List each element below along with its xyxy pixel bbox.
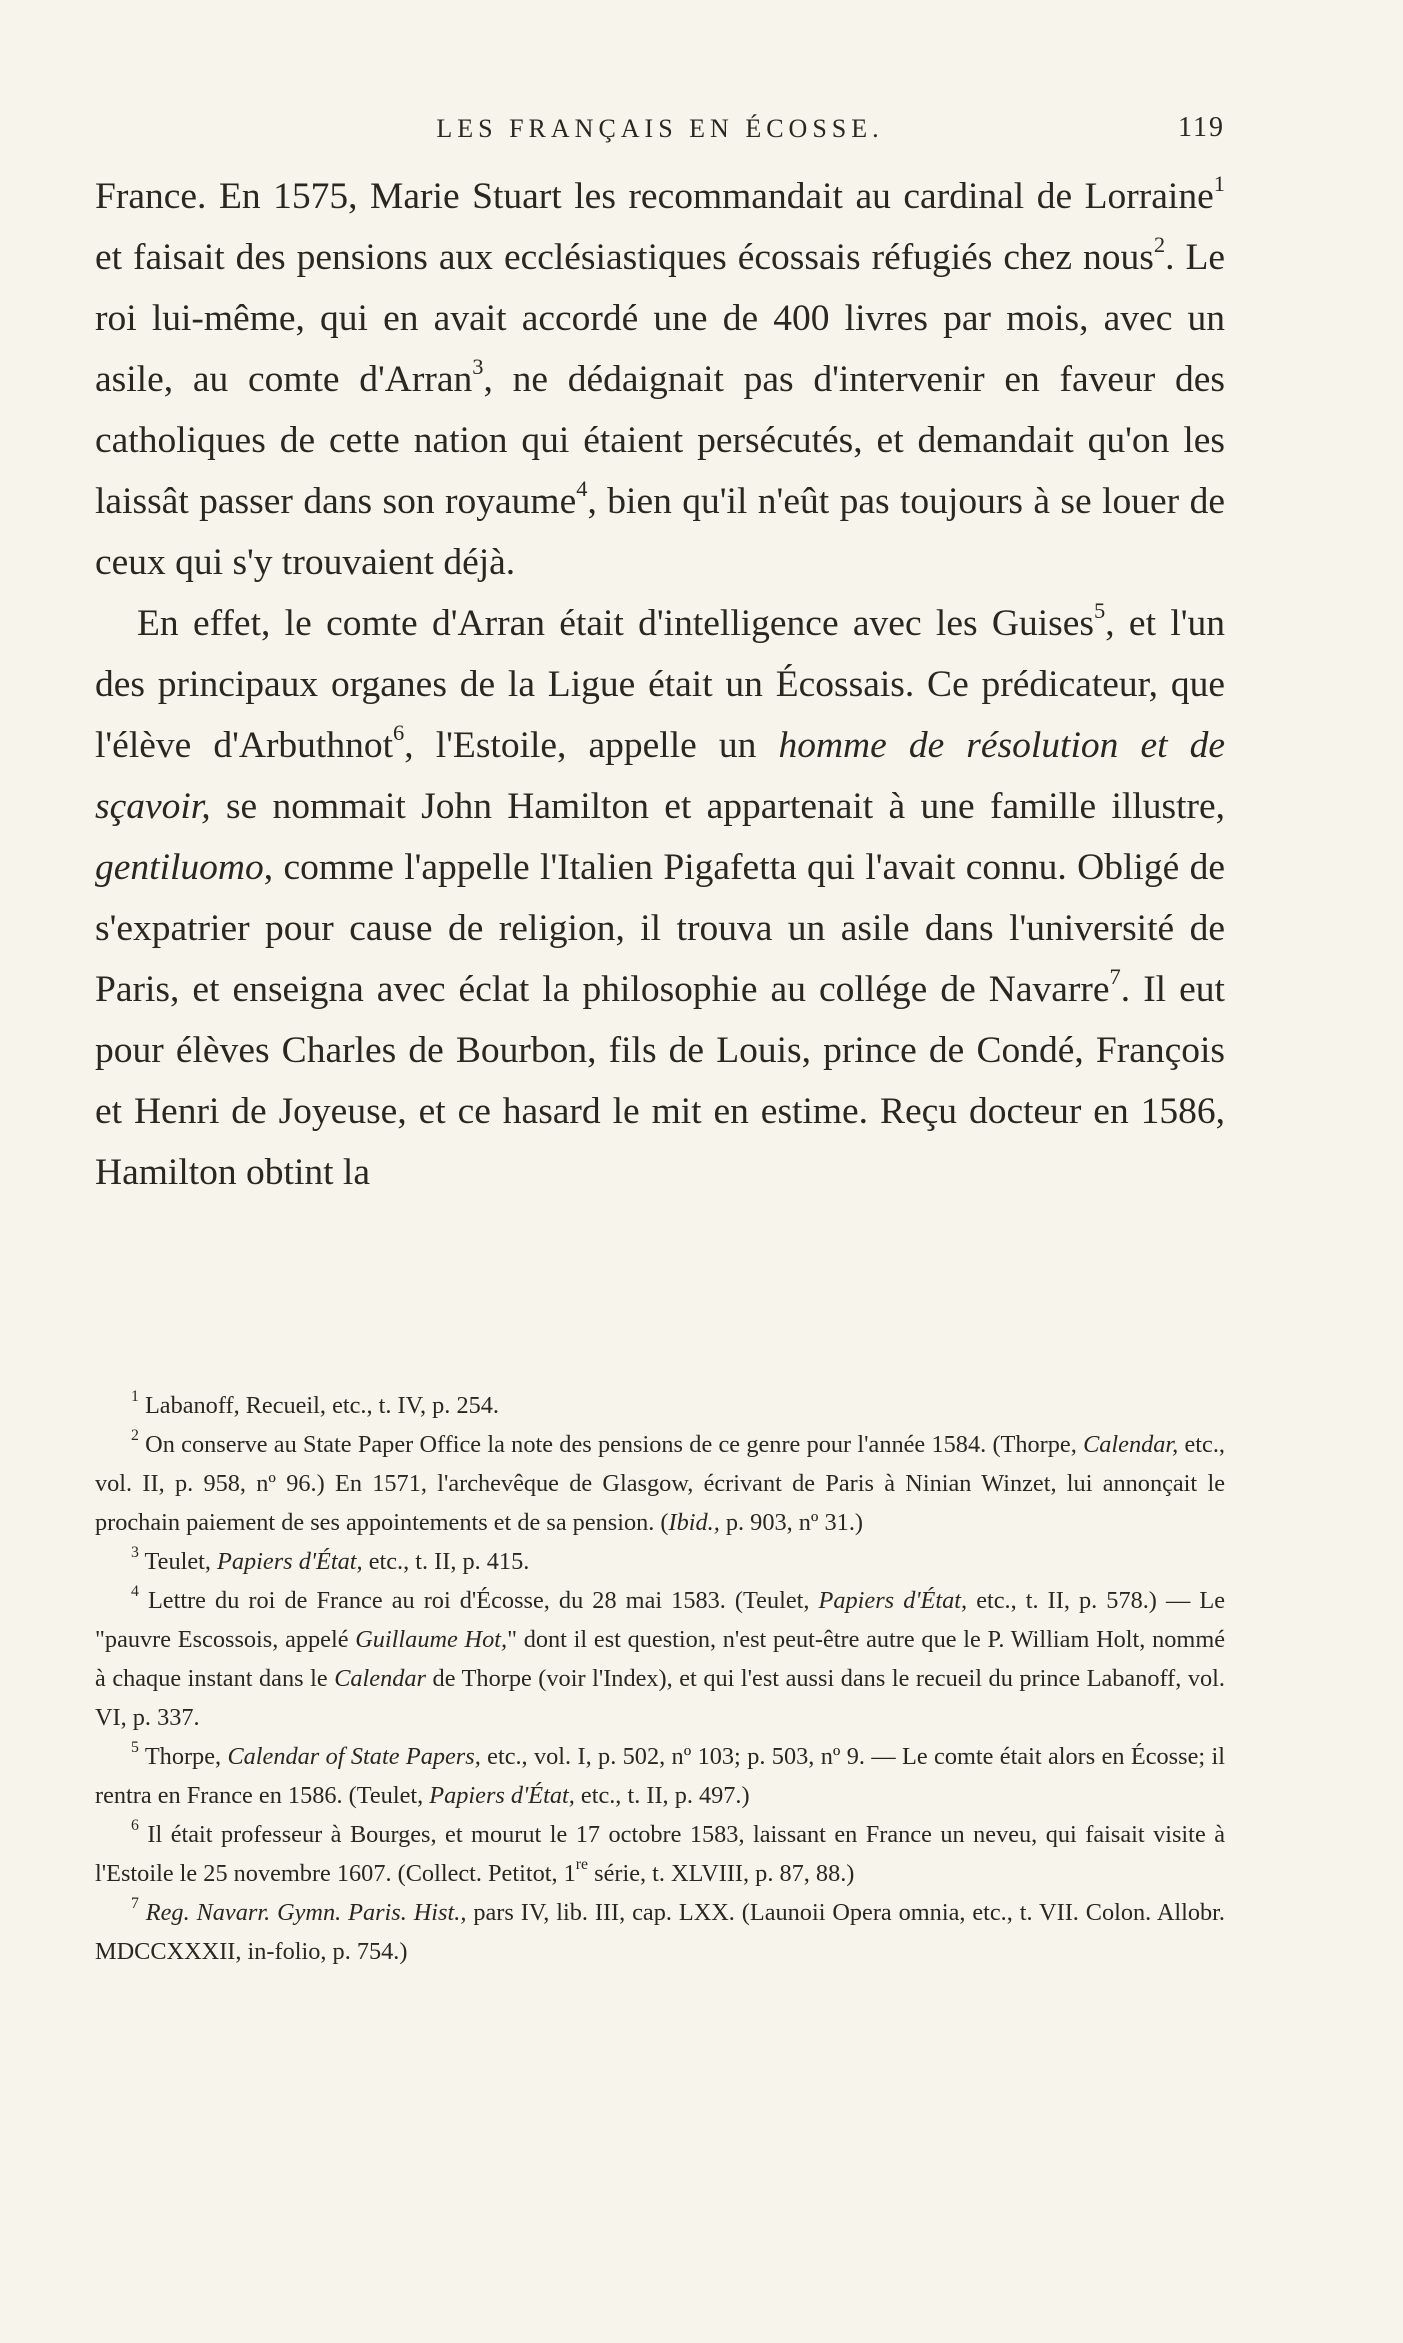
- footnote-5: [95, 1737, 1225, 1815]
- text-run: Il était professeur à Bourges, et mourut le 17 octobre 1583, laissant en France un neveu, qui faisait visite à l'Estoile le 25 novembre 1607. (Collect. Petitot, 1: [95, 1821, 1225, 1887]
- footnote-number: 5: [131, 1739, 139, 1757]
- text-run: Labanoff, Recueil, etc., t. IV, p. 254.: [138, 1392, 499, 1419]
- footnote-1: [95, 1386, 1225, 1425]
- footnotes: [95, 1386, 1225, 1971]
- paragraph-2: [95, 593, 1225, 1203]
- text-run: Teulet,: [138, 1548, 218, 1575]
- text-run: On conserve au State Paper Office la note des pensions de ce genre pour l'année 1584. (Thorpe,: [138, 1431, 1084, 1458]
- text-run: , comme l'appelle l'Italien Pigafetta qui l'avait connu. Obligé de s'expatrier pour cause de religion, il trouva un asile dans l'université de Paris, et enseigna avec éclat la philosophie au collége de Navarre: [95, 847, 1225, 1010]
- text-run: etc., t. II, p. 497.): [574, 1782, 750, 1809]
- text-run: Lettre du roi de France au roi d'Écosse, du 28 mai 1583. (Teulet,: [138, 1587, 819, 1614]
- italic-title: Papiers d'État,: [429, 1782, 575, 1809]
- italic-name: Guillaume Hot,: [355, 1626, 508, 1653]
- text-run: " dont il est question, n'est peut-être autre que le P. William Holt, nommé à chaque instant dans le: [95, 1626, 1225, 1692]
- main-text: [95, 166, 1225, 1203]
- footnote-number: 7: [131, 1895, 139, 1913]
- page-header: [95, 108, 1225, 148]
- italic-title: Papiers d'État,: [217, 1548, 363, 1575]
- page-number: 119: [1178, 112, 1225, 143]
- paragraph-1: [95, 166, 1225, 593]
- footnote-number: 6: [131, 1817, 139, 1835]
- italic-title: Calendar: [334, 1665, 426, 1692]
- footnote-ref: 7: [1109, 964, 1121, 990]
- text-run: En effet, le comte d'Arran était d'intelligence avec les Guises: [137, 603, 1094, 644]
- footnote-ref: 3: [472, 354, 484, 380]
- footnote-3: [95, 1542, 1225, 1581]
- footnote-4: [95, 1581, 1225, 1737]
- text-run: p. 903, nº 31.): [719, 1509, 863, 1536]
- text-run: etc., vol. I, p. 502, nº 103; p. 503, nº 9. — Le comte était alors en Écosse; il rentra en France en 1586. (Teulet,: [95, 1743, 1226, 1809]
- italic-title: Calendar of State Papers,: [227, 1743, 481, 1770]
- footnote-number: 2: [131, 1427, 139, 1445]
- footnote-number: 4: [131, 1583, 139, 1601]
- italic-title: Reg. Navarr. Gymn. Paris. Hist.,: [138, 1899, 467, 1926]
- italic-title: Calendar,: [1083, 1431, 1179, 1458]
- italic-title: Papiers d'État,: [818, 1587, 968, 1614]
- italic-quote: homme de résolution et de sçavoir,: [95, 725, 1225, 827]
- text-run: . Le roi lui-même, qui en avait accordé une de 400 livres par mois, avec un asile, au comte d'Arran: [95, 237, 1225, 400]
- text-run: de Thorpe (voir l'Index), et qui l'est aussi dans le recueil du prince Labanoff, vol. VI, p. 337.: [95, 1665, 1226, 1731]
- text-run: , bien qu'il n'eût pas toujours à se louer de ceux qui s'y trouvaient déjà.: [95, 481, 1225, 583]
- footnote-7: [95, 1893, 1225, 1971]
- text-run: . Il eut pour élèves Charles de Bourbon, fils de Louis, prince de Condé, François et Henri de Joyeuse, et ce hasard le mit en estime. Reçu docteur en 1586, Hamilton obtint la: [95, 969, 1225, 1193]
- italic-word: gentiluomo: [95, 847, 264, 888]
- italic-title: Ibid.,: [668, 1509, 720, 1536]
- text-run: , et l'un des principaux organes de la Ligue était un Écossais. Ce prédicateur, que l'élève d'Arbuthnot: [95, 603, 1225, 766]
- text-run: France. En 1575, Marie Stuart les recommandait au cardinal de Lorraine: [95, 176, 1214, 217]
- text-run: Thorpe,: [138, 1743, 228, 1770]
- text-run: etc., t. II, p. 578.) — Le "pauvre Escossois, appelé: [95, 1587, 1225, 1653]
- text-run: , ne dédaignait pas d'intervenir en faveur des catholiques de cette nation qui étaient persécutés, et demandait qu'on les laissât passer dans son royaume: [95, 359, 1225, 522]
- footnote-6: [95, 1815, 1225, 1893]
- running-title: LES FRANÇAIS EN ÉCOSSE.: [436, 114, 884, 143]
- text-run: , l'Estoile, appelle un: [404, 725, 779, 766]
- footnote-number: 3: [131, 1544, 139, 1562]
- text-run: série, t. XLVIII, p. 87, 88.): [588, 1860, 855, 1887]
- text-run: et faisait des pensions aux ecclésiastiques écossais réfugiés chez nous: [95, 237, 1154, 278]
- footnote-ref: 6: [393, 720, 405, 746]
- footnote-ref: 2: [1153, 232, 1166, 258]
- text-run: etc., vol. II, p. 958, nº 96.) En 1571, l'archevêque de Glasgow, écrivant de Paris à Ninian Winzet, lui annonçait le prochain paiement de ses appointements et de sa pension. (: [95, 1431, 1225, 1536]
- footnote-ref: 1: [1213, 171, 1225, 197]
- footnote-2: [95, 1425, 1225, 1542]
- ordinal-suffix: re: [575, 1856, 589, 1874]
- text-run: pars IV, lib. III, cap. LXX. (Launoii Opera omnia, etc., t. VII. Colon. Allobr. MDCCXXXII, in-folio, p. 754.): [95, 1899, 1226, 1965]
- footnote-ref: 5: [1093, 598, 1106, 624]
- text-run: se nommait John Hamilton et appartenait à une famille illustre,: [210, 786, 1225, 827]
- footnote-ref: 4: [576, 476, 588, 502]
- text-run: etc., t. II, p. 415.: [362, 1548, 530, 1575]
- footnote-number: 1: [131, 1388, 139, 1406]
